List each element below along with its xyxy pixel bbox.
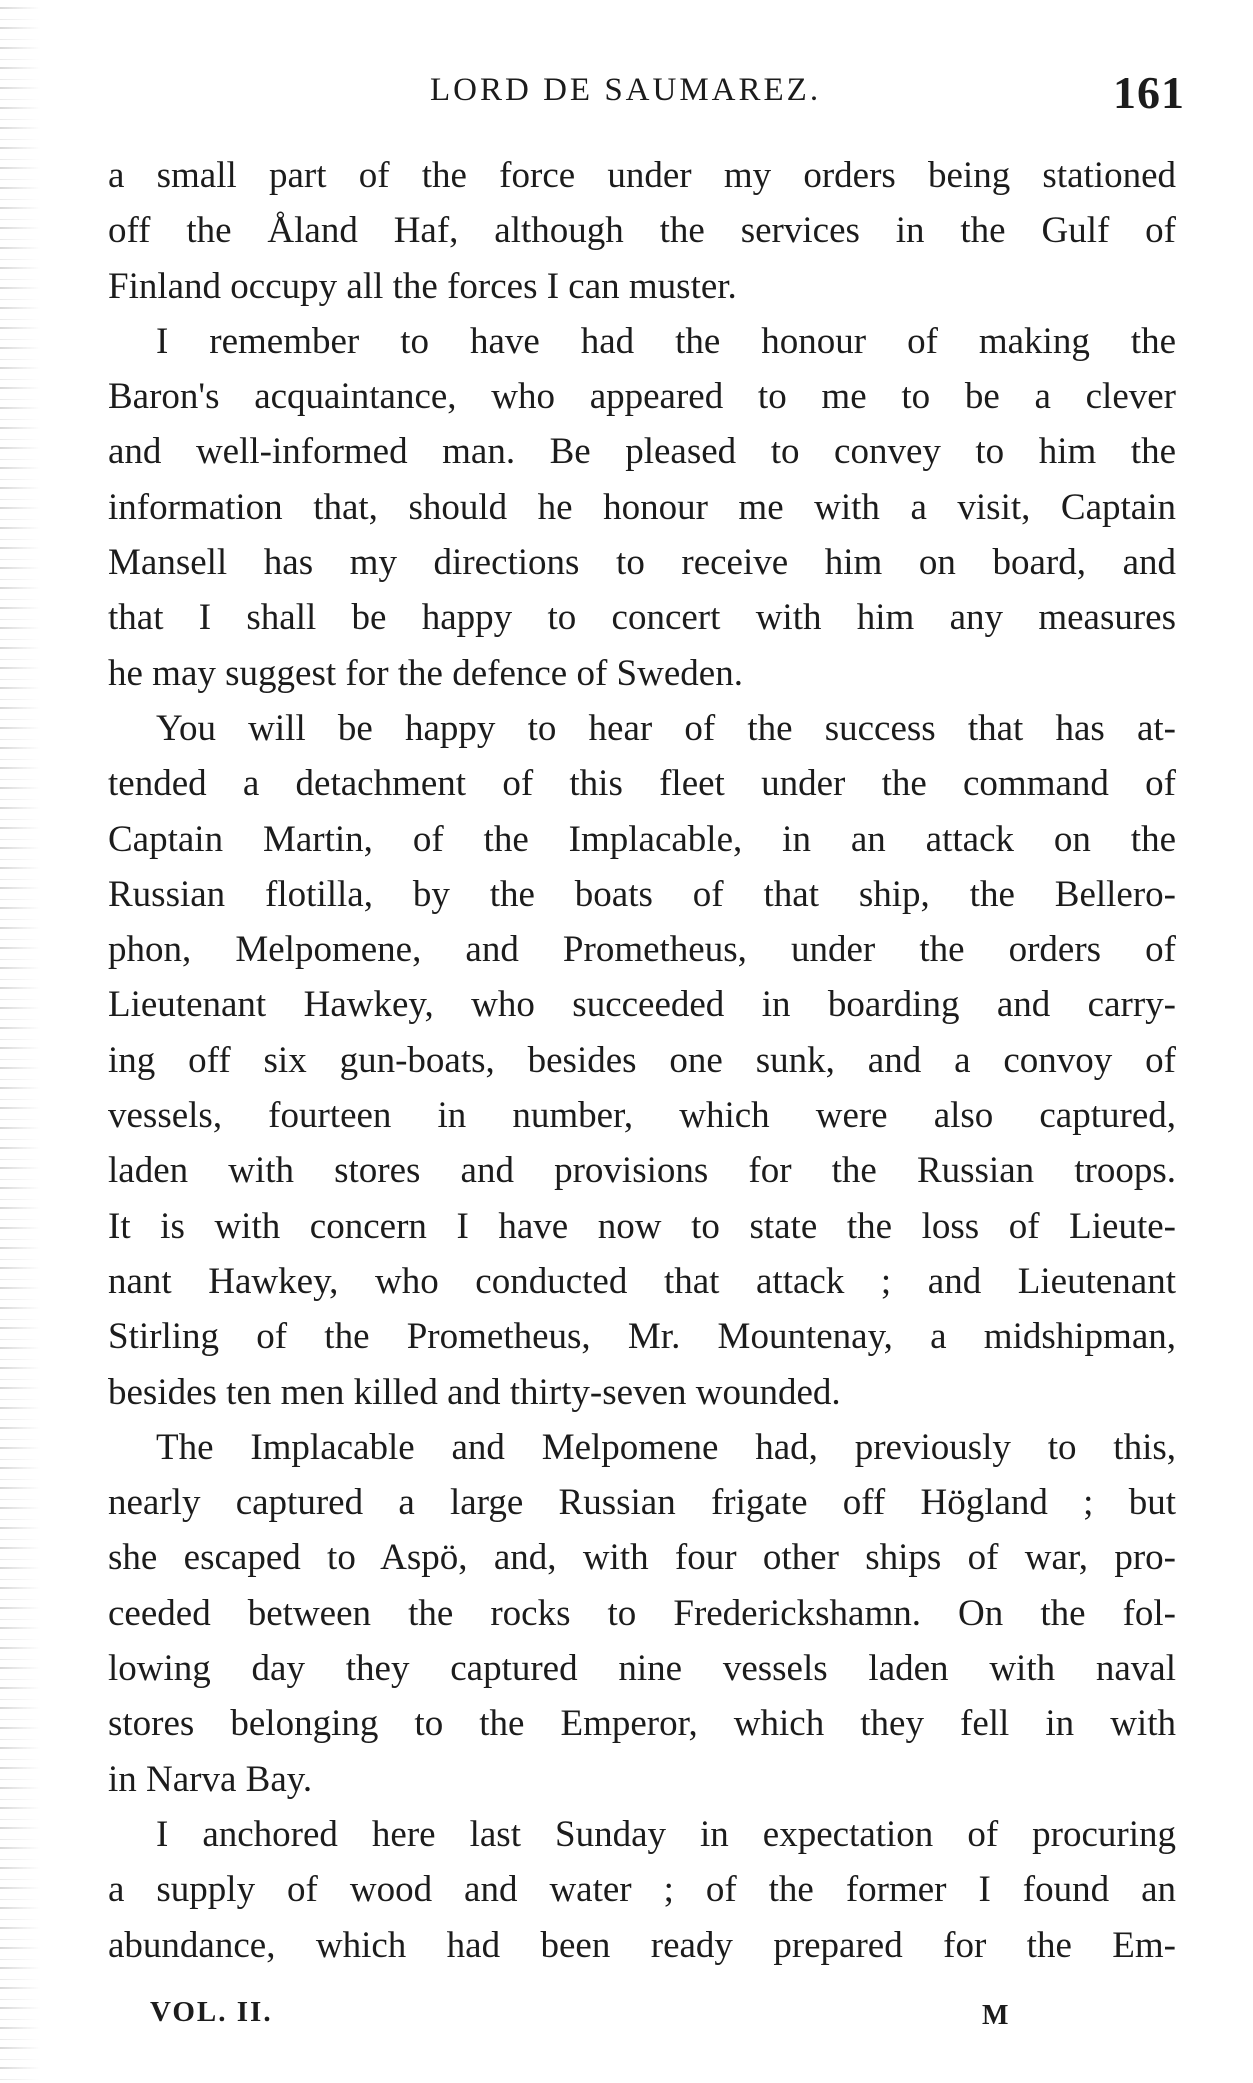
text-line: I remember to have had the honour of making the: [156, 320, 1176, 362]
page-footer: [0, 1990, 1253, 2040]
text-line: she escaped to Aspö, and, with four other ships of war, pro-: [108, 1537, 1176, 1579]
text-line: vessels, fourteen in number, which were also captured,: [108, 1095, 1176, 1137]
text-line: The Implacable and Melpomene had, previously to this,: [156, 1426, 1176, 1468]
text-line: Lieutenant Hawkey, who succeeded in boarding and carry-: [108, 984, 1176, 1026]
text-line: off the Åland Haf, although the services in the Gulf of: [108, 210, 1176, 252]
text-line: phon, Melpomene, and Prometheus, under the orders of: [108, 929, 1176, 971]
text-line: Captain Martin, of the Implacable, in an attack on the: [108, 818, 1176, 860]
text-line: tended a detachment of this fleet under the command of: [108, 763, 1176, 805]
text-line: and well-informed man. Be pleased to convey to him the: [108, 431, 1176, 473]
text-line: Mansell has my directions to receive him on board, and: [108, 542, 1176, 584]
text-line: laden with stores and provisions for the Russian troops.: [108, 1150, 1176, 1192]
text-line: in Narva Bay.: [108, 1758, 313, 1800]
text-line: that I shall be happy to concert with him any measures: [108, 597, 1176, 639]
text-line: stores belonging to the Emperor, which they fell in with: [108, 1703, 1176, 1745]
running-title: LORD DE SAUMAREZ.: [430, 72, 822, 108]
text-line: nant Hawkey, who conducted that attack ; and Lieutenant: [108, 1260, 1176, 1302]
page-number: 161: [1113, 67, 1185, 118]
text-line: lowing day they captured nine vessels laden with naval: [108, 1648, 1176, 1690]
body-text: [108, 148, 1176, 1973]
text-line: nearly captured a large Russian frigate off Högland ; but: [108, 1482, 1176, 1524]
gathering-mark: M: [982, 2000, 1009, 2031]
text-line: a small part of the force under my orders being stationed: [108, 155, 1176, 196]
text-line: Russian flotilla, by the boats of that ship, the Bellero-: [108, 873, 1176, 915]
text-line: Stirling of the Prometheus, Mr. Mountenay, a midshipman,: [108, 1316, 1176, 1358]
text-line: Baron's acquaintance, who appeared to me to be a clever: [108, 376, 1176, 418]
binding-gutter: [0, 0, 40, 2083]
text-line: Finland occupy all the forces I can muster.: [108, 265, 737, 307]
text-line: abundance, which had been ready prepared for the Em-: [108, 1924, 1176, 1966]
volume-signature: VOL. II.: [150, 1996, 273, 2028]
text-line: he may suggest for the defence of Sweden.: [108, 652, 743, 694]
text-line: information that, should he honour me with a visit, Captain: [108, 486, 1176, 528]
text-line: You will be happy to hear of the success that has at-: [156, 707, 1176, 749]
text-line: It is with concern I have now to state the loss of Lieute-: [108, 1205, 1176, 1247]
text-line: ing off six gun-boats, besides one sunk, and a convoy of: [108, 1039, 1176, 1081]
page-header: [0, 66, 1253, 126]
text-line: ceeded between the rocks to Frederickshamn. On the fol-: [108, 1592, 1176, 1634]
text-line: besides ten men killed and thirty-seven wounded.: [108, 1371, 841, 1413]
text-line: a supply of wood and water ; of the former I found an: [108, 1869, 1176, 1911]
text-line: I anchored here last Sunday in expectation of procuring: [156, 1813, 1176, 1855]
